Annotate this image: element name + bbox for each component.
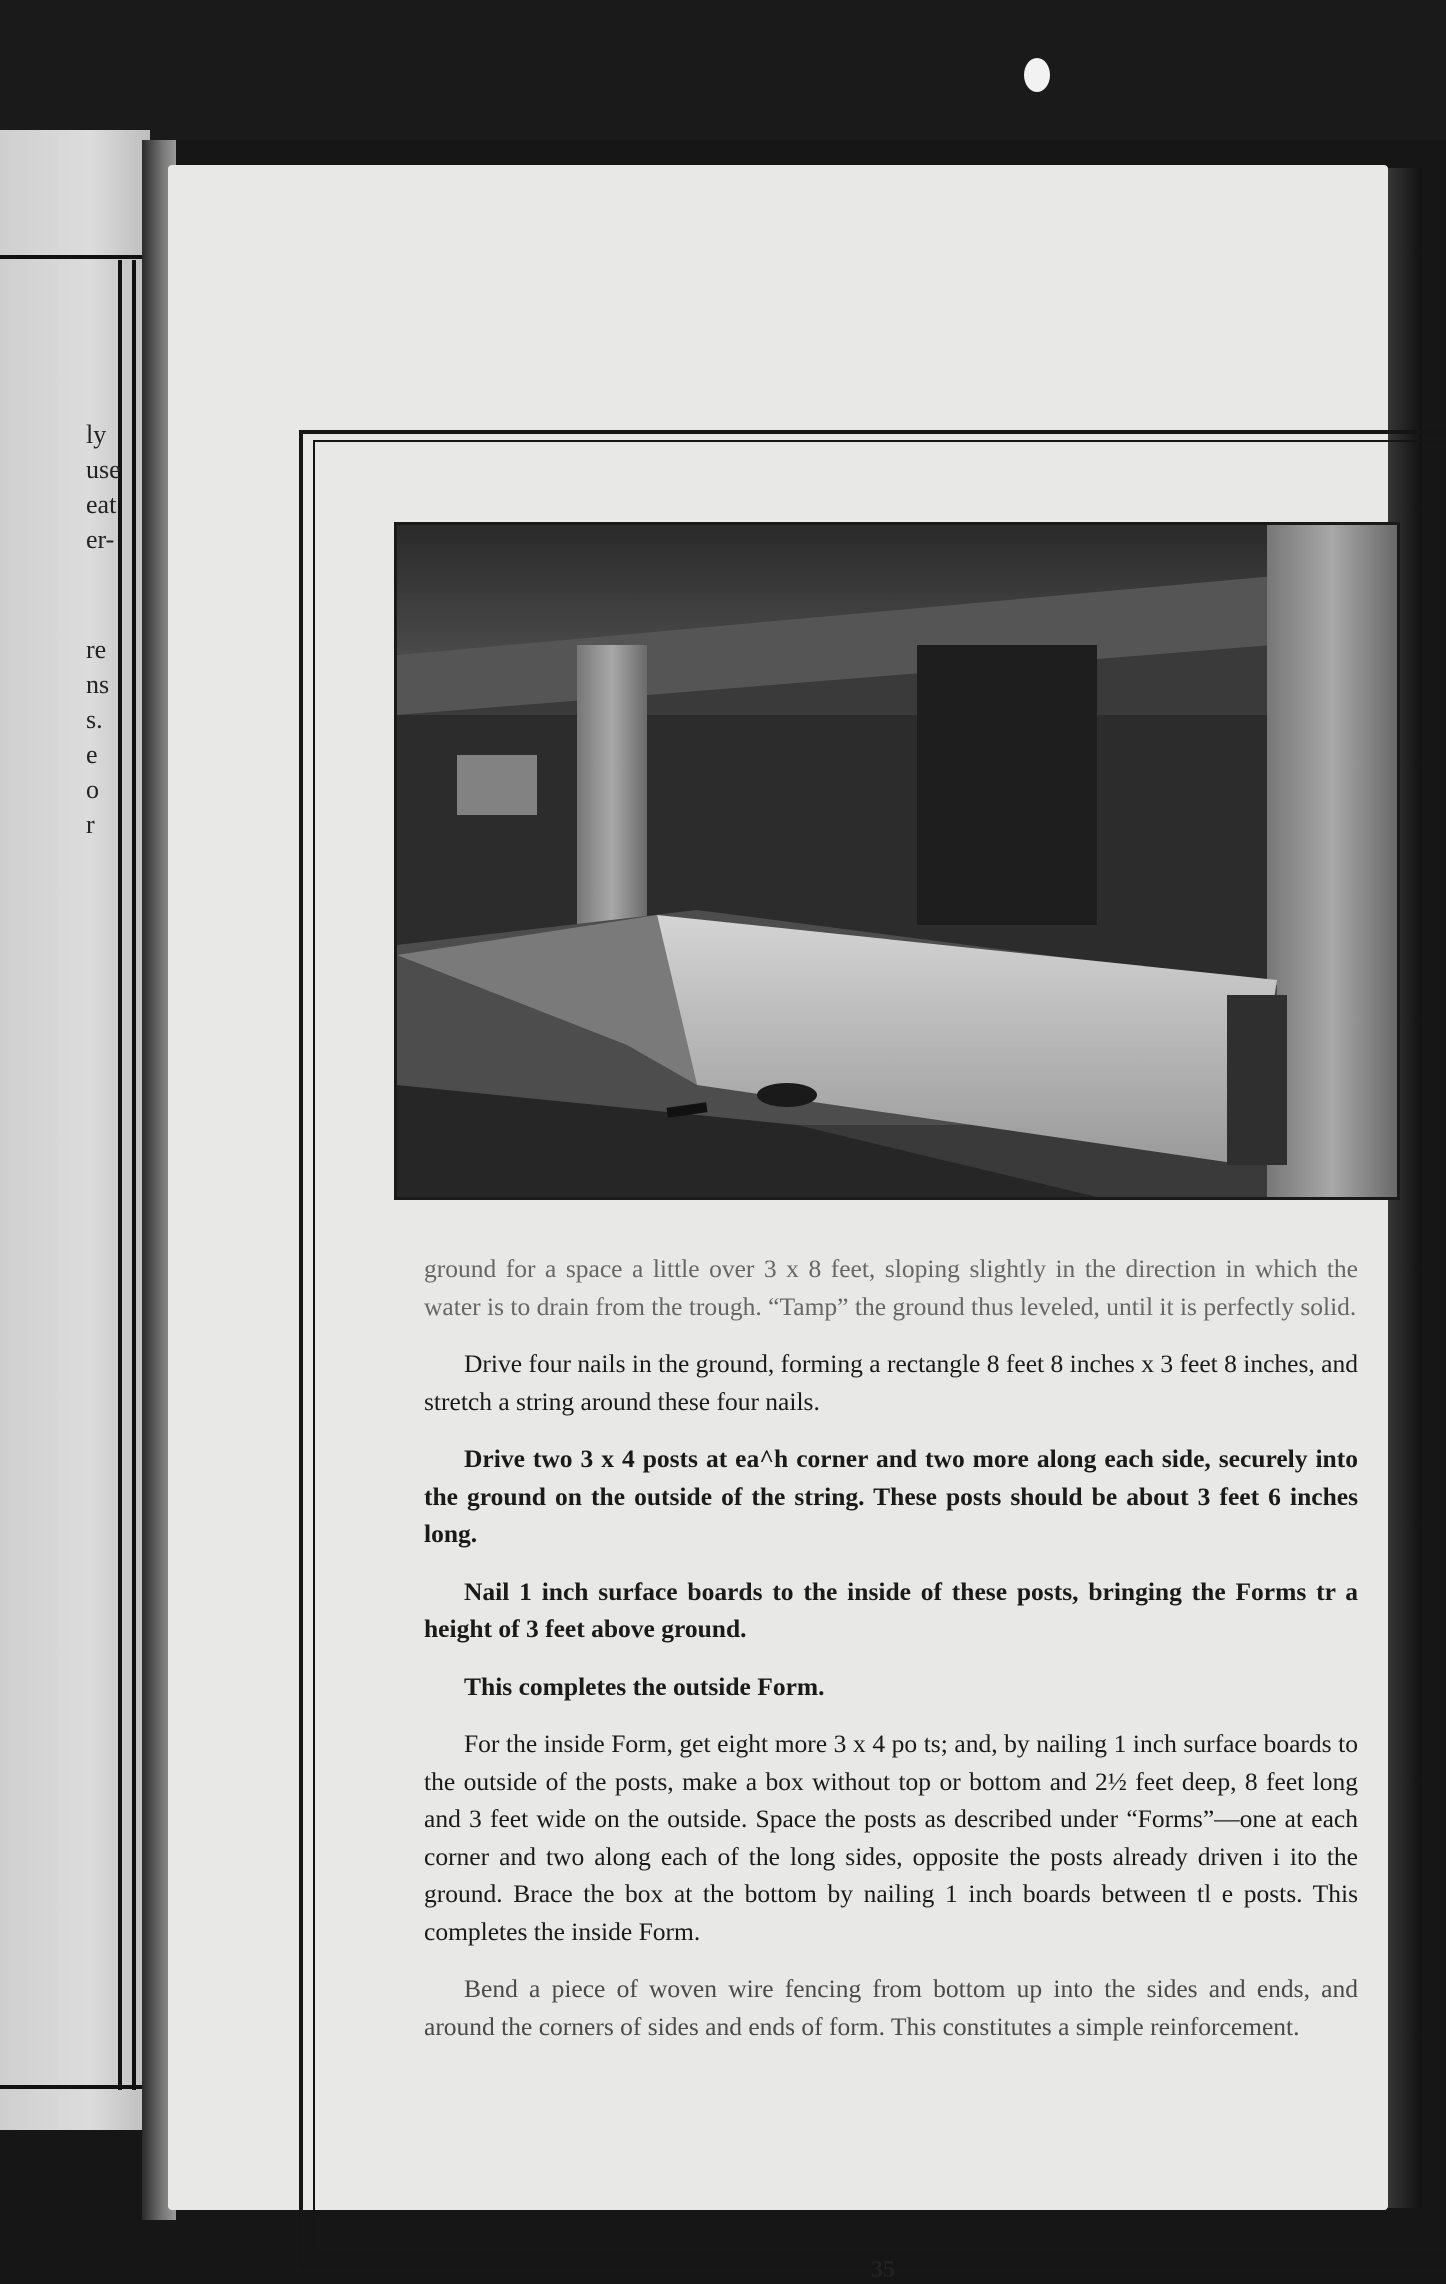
facing-page-rule: [132, 260, 136, 2090]
facing-page-fragment: o: [86, 775, 99, 804]
paragraph-inside-form: For the inside Form, get eight more 3 x 4 po ts; and, by nailing 1 inch surface boards to the outside of the posts, make a box without top or bottom and 2½ feet deep, 8 feet long and 3 feet wide on the outside. Space the posts as described under “Forms”—one at each corner and two along each of the long sides, opposite the posts already driven i ito the ground. Brace the box at the bottom by nailing 1 inch boards between tl e posts. This completes the inside Form.: [424, 1729, 1358, 1946]
paragraph-outside-form: This completes the outside Form.: [464, 1671, 825, 1701]
facing-page-fragment: e: [86, 740, 98, 769]
paragraph-surface-boards: Nail 1 inch surface boards to the inside of these posts, bringing the Forms tr a height of 3 feet above ground.: [424, 1576, 1358, 1643]
facing-page-fragment: re: [86, 635, 107, 664]
paragraph-reinforcement: Bend a piece of woven wire fencing from bottom up into the sides and ends, and around the corners of sides and ends of form. This constitutes a simple reinforcement.: [424, 1974, 1358, 2041]
scan-background-top: [0, 0, 1446, 140]
facing-page-rule: [0, 255, 150, 259]
page-number: 35: [871, 2257, 895, 2283]
paragraph-posts: Drive two 3 x 4 posts at ea^h corner and two more along each side, securely into the ground on the outside of the string. These posts should be about 3 feet 6 inches long.: [424, 1444, 1358, 1548]
facing-page-fragment: eat: [86, 490, 117, 519]
facing-page-left: [0, 130, 150, 2130]
paragraph-ground-prep: ground for a space a little over 3 x 8 feet, sloping slightly in the direction in which the water is to drain from the trough. “Tamp” the ground thus leveled, until it is perfectly solid.: [424, 1254, 1358, 1321]
trough-photo-illustration: [397, 525, 1397, 1197]
facing-page-rule: [0, 2085, 150, 2089]
article-body: [424, 1250, 1358, 2065]
paragraph-nails-string: Drive four nails in the ground, forming a rectangle 8 feet 8 inches x 3 feet 8 inches, and stretch a string around these four nails.: [424, 1349, 1358, 1416]
facing-page-fragment: r: [86, 810, 95, 839]
book-page: [168, 165, 1388, 2283]
facing-page-fragment: s.: [86, 705, 103, 734]
facing-page-rule: [118, 260, 122, 2090]
facing-page-fragment: er-: [86, 525, 115, 554]
trough-photo: [394, 522, 1400, 1200]
scan-speck: [1024, 58, 1050, 92]
facing-page-fragment: ly: [86, 420, 107, 449]
facing-page-fragment: ns: [86, 670, 110, 699]
facing-page-fragment: use: [86, 455, 121, 484]
